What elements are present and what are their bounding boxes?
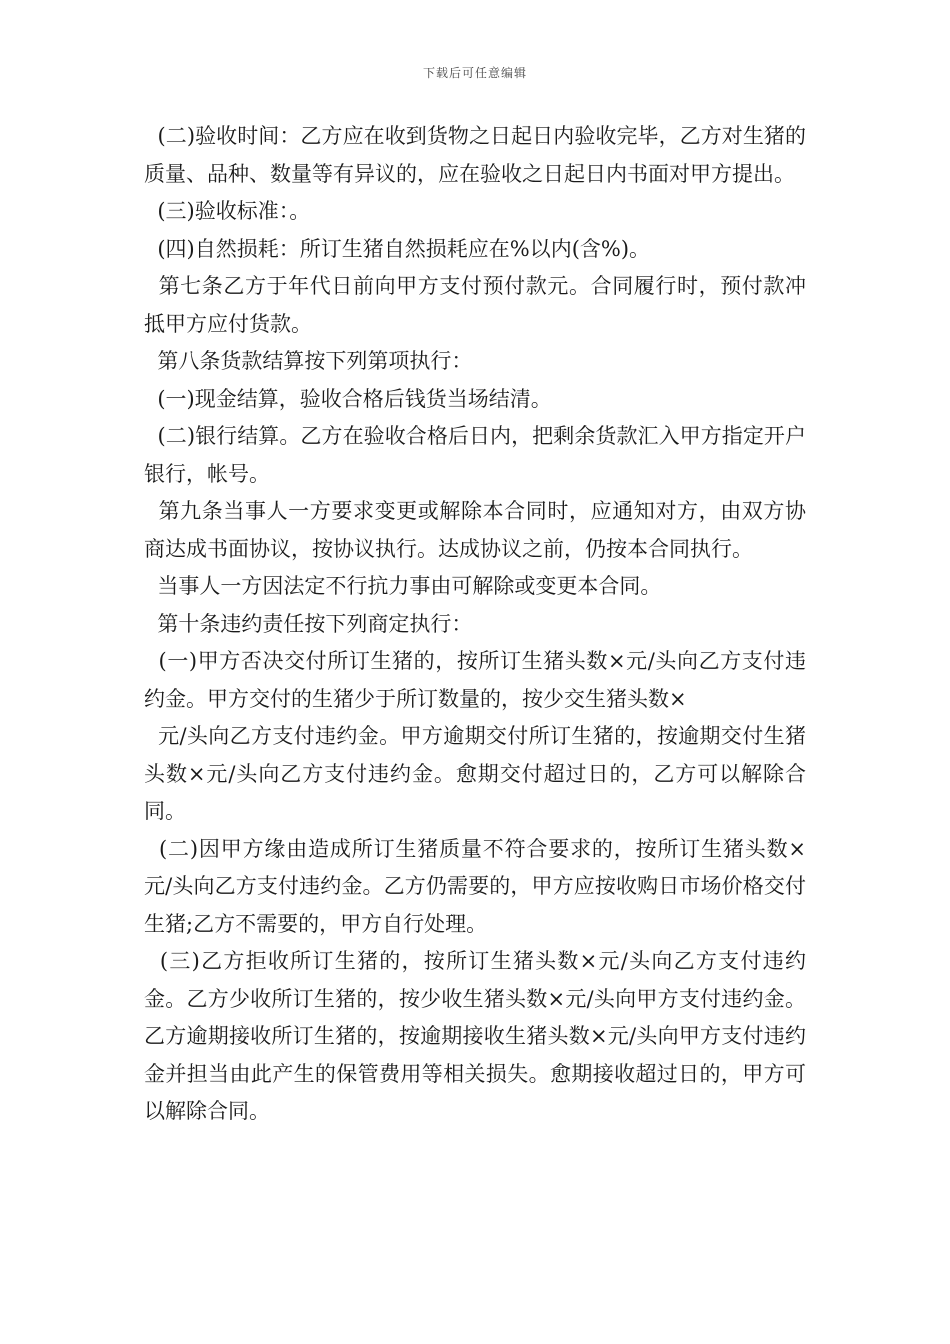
paragraph-cash-settlement: (一)现金结算，验收合格后钱货当场结清。 [144, 386, 552, 411]
paragraph-article-9: 第九条当事人一方要求变更或解除本合同时，应通知对方，由双方协商达成书面协议，按协议执行。达成协议之前，仍按本合同执行。 [144, 499, 806, 561]
paragraph-article-10: 第十条违约责任按下列商定执行： [144, 611, 473, 636]
paragraph-article-7: 第七条乙方于年代日前向甲方支付预付款元。合同履行时，预付款冲抵甲方应付货款。 [144, 274, 806, 336]
paragraph-breach-party-a-2: 元/头向乙方支付违约金。甲方逾期交付所订生猪的，按逾期交付生猪头数×元/头向乙方支付违约金。愈期交付超过日的，乙方可以解除合同。 [144, 724, 806, 823]
paragraph-natural-loss: (四)自然损耗：所订生猪自然损耗应在%以内(含%)。 [144, 236, 651, 261]
paragraph-bank-settlement: (二)银行结算。乙方在验收合格后日内，把剩余货款汇入甲方指定开户银行，帐号。 [144, 424, 806, 486]
paragraph-breach-party-b: (三)乙方拒收所订生猪的，按所订生猪头数×元/头向乙方支付违约金。乙方少收所订生猪的，按少收生猪头数×元/头向甲方支付违约金。乙方逾期接收所订生猪的，按逾期接收生猪头数×元/头向甲方支付违约金并担当由此产生的保管费用等相关损失。愈期接收超过日的，甲方可以解除合同。 [144, 949, 806, 1123]
paragraph-article-8: 第八条货款结算按下列第项执行： [144, 349, 473, 373]
paragraph-breach-party-a-1: (一)甲方否决交付所订生猪的，按所订生猪头数×元/头向乙方支付违约金。甲方交付的生猪少于所订数量的，按少交生猪头数× [144, 649, 806, 711]
page-header: 下载后可任意编辑 [422, 66, 527, 80]
paragraph-acceptance-standard: (三)验收标准：。 [144, 199, 311, 223]
paragraph-breach-quality: (二)因甲方缘由造成所订生猪质量不符合要求的，按所订生猪头数×元/头向乙方支付违约金。乙方仍需要的，甲方应按收购日市场价格交付生猪;乙方不需要的，甲方自行处理。 [144, 836, 807, 936]
paragraph-force-majeure: 当事人一方因法定不行抗力事由可解除或变更本合同。 [144, 574, 662, 598]
paragraph-acceptance-time: (二)验收时间：乙方应在收到货物之日起日内验收完毕，乙方对生猪的质量、品种、数量等有异议的，应在验收之日起日内书面对甲方提出。 [144, 124, 806, 186]
document-body [144, 118, 806, 1131]
